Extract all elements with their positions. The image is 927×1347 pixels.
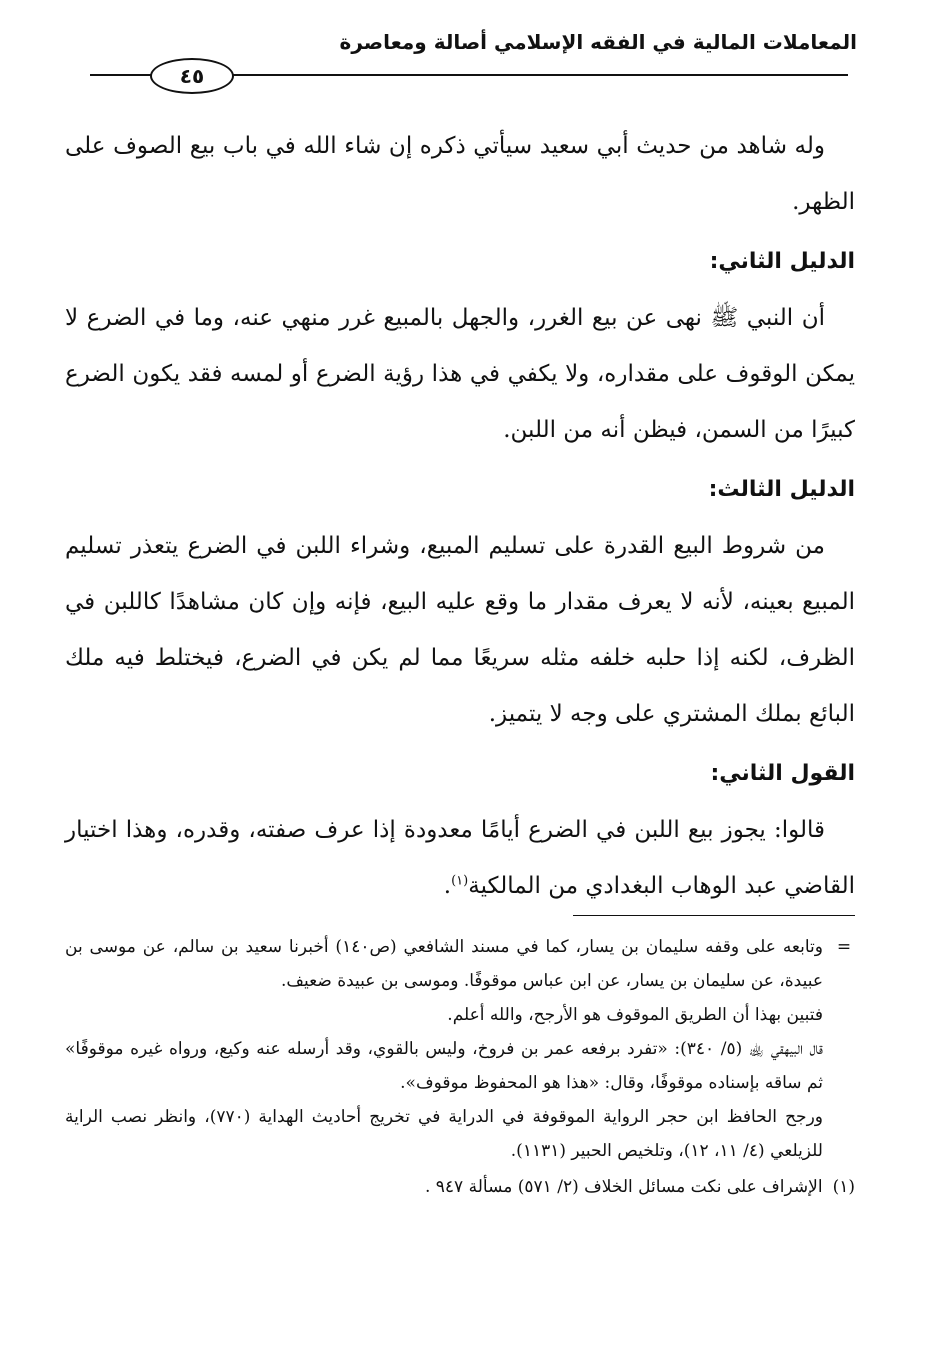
paragraph-4-text: قالوا: يجوز بيع اللبن في الضرع أيامًا معدودة إذا عرف صفته، وقدره، وهذا اختيار القاضي عبد الوهاب البغدادي من المالكية <box>65 817 855 899</box>
heading-second-opinion: القول الثاني: <box>710 761 855 786</box>
paragraph-3: من شروط البيع القدرة على تسليم المبيع، وشراء اللبن في الضرع يتعذر تسليم المبيع بعينه، لأنه لا يعرف مقدار ما وقع عليه البيع، فإنه وإن كان مشاهدًا كاللبن في الظرف، لكنه إذا حلبه خلفه مثله سريعًا مما لم يكن في الضرع، فيختلط فيه ملك البائع بملك المشتري على وجه لا يتميز. <box>65 533 855 727</box>
footnote-separator <box>573 915 855 916</box>
running-header-title: المعاملات المالية في الفقه الإسلامي أصالة ومعاصرة <box>339 30 857 54</box>
footnote-1-text: الإشراف على نكت مسائل الخلاف (٢/ ٥٧١) مسألة ٩٤٧ . <box>424 1177 823 1197</box>
footnote-continuation <box>65 930 855 998</box>
footnote-1-mark: (١) <box>832 1177 855 1197</box>
paragraph-1: وله شاهد من حديث أبي سعيد سيأتي ذكره إن شاء الله في باب بيع الصوف على الظهر. <box>65 133 855 215</box>
footnote-line-3: قال البيهقي ﵀ (٥/ ٣٤٠): «تفرد برفعه عمر بن فروخ، وليس بالقوي، وقد أرسله عنه وكيع، ورواه غيره موقوفًا» ثم ساقه بإسناده موقوفًا، وقال: «هذا هو المحفوظ موقوف». <box>65 1039 823 1093</box>
footnote-line-4: ورجح الحافظ ابن حجر الرواية الموقوفة في الدراية في تخريج أحاديث الهداية (٧٧٠)، وانظر نصب الراية للزيلعي (٤/ ١١، ١٢)، وتلخيص الحبير (١١٣١). <box>65 1107 823 1161</box>
paragraph-2: أن النبي ﷺ نهى عن بيع الغرر، والجهل بالمبيع غرر منهي عنه، وما في الضرع لا يمكن الوقوف على مقداره، ولا يكفي في هذا رؤية الضرع أو لمسه فقد يكون الضرع كبيرًا من السمن، فيظن أنه من اللبن. <box>65 305 855 443</box>
footnotes <box>65 930 855 1204</box>
page-number: ٤٥ <box>150 58 234 94</box>
footnote-1 <box>65 1170 855 1204</box>
footnote-continuation-text: وتابعه على وقفه سليمان بن يسار، كما في مسند الشافعي (ص١٤٠) أخبرنا سعيد بن سالم، عن موسى بن عبيدة، عن سليمان بن يسار، عن ابن عباس موقوفًا. وموسى بن عبيدة ضعيف. <box>65 937 823 991</box>
heading-second-evidence: الدليل الثاني: <box>709 249 855 274</box>
footnote-reference-1[interactable]: (١) <box>451 873 469 889</box>
continuation-mark: = <box>836 937 852 957</box>
heading-third-evidence: الدليل الثالث: <box>708 477 855 502</box>
paragraph-4 <box>65 802 855 914</box>
footnote-line-2: فتبين بهذا أن الطريق الموقوف هو الأرجح، والله أعلم. <box>447 1005 823 1025</box>
paragraph-4-end: . <box>443 873 452 899</box>
main-text <box>65 118 855 918</box>
